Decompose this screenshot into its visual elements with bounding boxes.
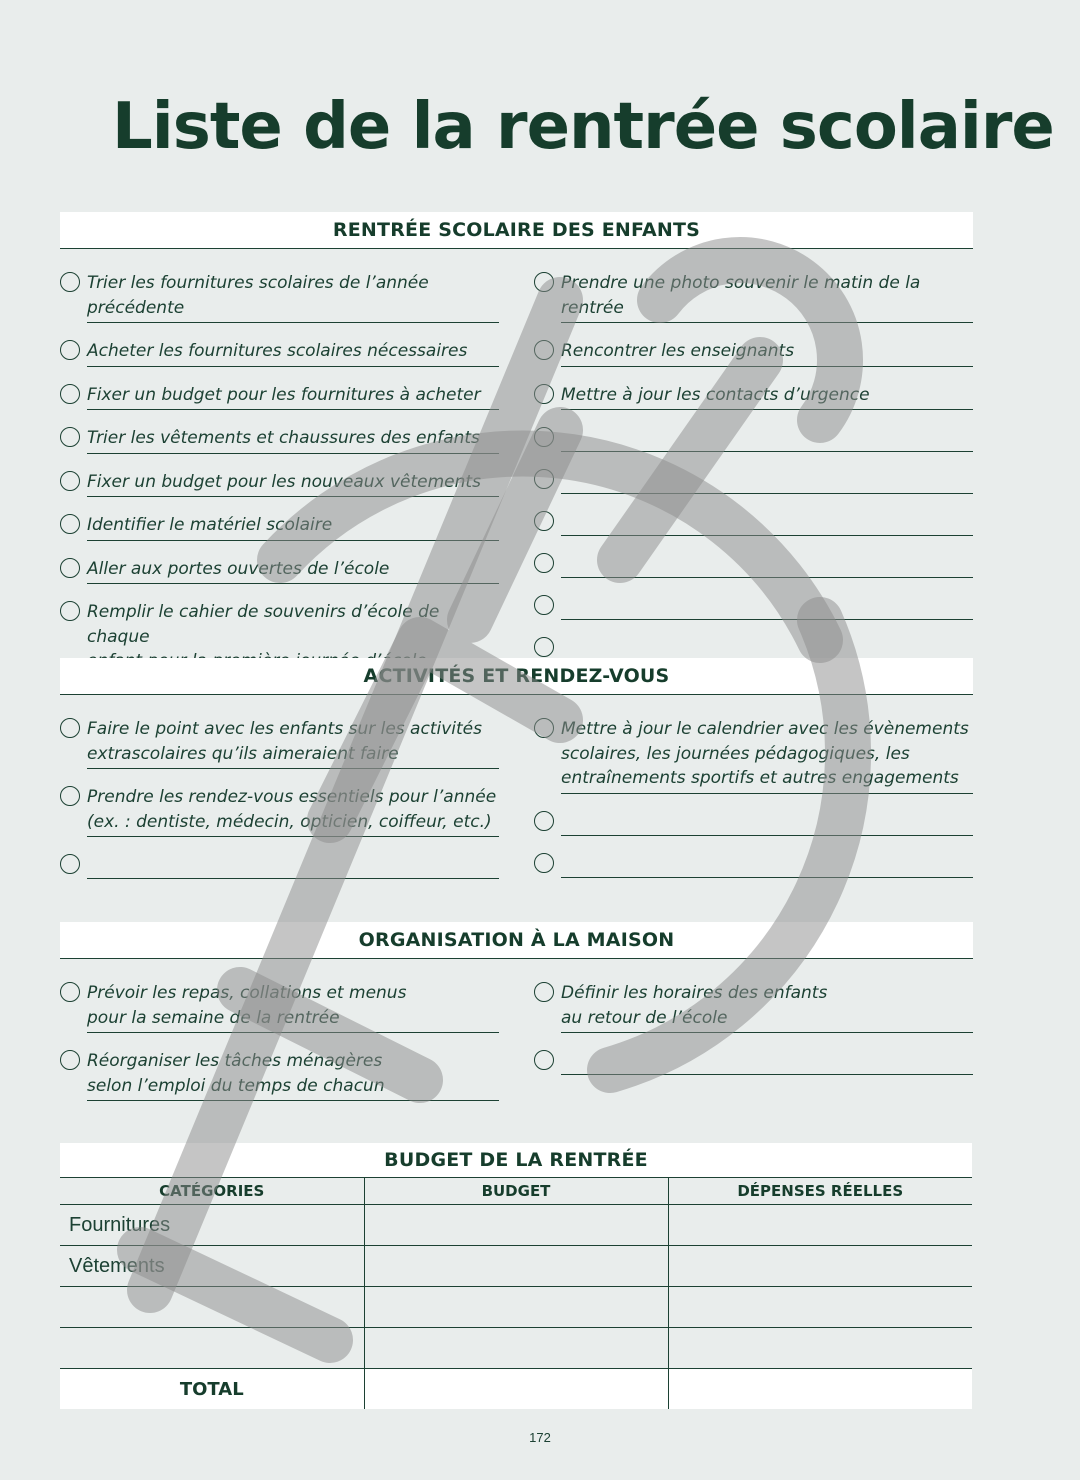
depenses-cell[interactable] (668, 1328, 972, 1369)
checklist-item[interactable] (60, 785, 499, 837)
checkbox-circle[interactable] (60, 982, 80, 1002)
checklist-label: Fixer un budget pour les fournitures à acheter (87, 383, 499, 411)
blank-checklist-item[interactable] (534, 810, 973, 836)
checklist-item[interactable] (60, 271, 499, 323)
checklist-item[interactable] (534, 981, 973, 1033)
budget-table (60, 1178, 972, 1409)
blank-line[interactable] (561, 552, 973, 578)
checklist-item[interactable] (534, 339, 973, 367)
checkbox-circle[interactable] (60, 384, 80, 404)
total-depenses-cell[interactable] (668, 1369, 972, 1410)
checklist-item[interactable] (60, 513, 499, 541)
column-header-categories: CATÉGORIES (60, 1178, 364, 1205)
blank-checklist-item[interactable] (534, 852, 973, 878)
budget-cell[interactable] (364, 1287, 668, 1328)
checklist-label: Prendre une photo souvenir le matin de la rentrée (561, 271, 973, 323)
checklist-label: Trier les vêtements et chaussures des enfants (87, 426, 499, 454)
checkbox-circle[interactable] (534, 595, 554, 615)
checkbox-circle[interactable] (534, 384, 554, 404)
total-budget-cell[interactable] (364, 1369, 668, 1410)
blank-checklist-item[interactable] (534, 426, 973, 452)
checkbox-circle[interactable] (534, 637, 554, 657)
checklist-item[interactable] (60, 470, 499, 498)
checkbox-circle[interactable] (60, 854, 80, 874)
total-row (60, 1369, 972, 1410)
right-checklist (534, 271, 973, 693)
table-row (60, 1328, 972, 1369)
checklist-label: Remplir le cahier de souvenirs d’école de chaque (87, 600, 499, 677)
checklist-item[interactable] (60, 426, 499, 454)
checklist-label: Aller aux portes ouvertes de l’école (87, 557, 499, 585)
checklist-label: Prendre les rendez-vous essentiels pour l’année (ex. : dentiste, médecin, opticien, coiffeur, etc.) (87, 785, 499, 837)
checkbox-circle[interactable] (60, 340, 80, 360)
checkbox-circle[interactable] (60, 514, 80, 534)
section-rentree-enfants (60, 212, 973, 693)
checkbox-circle[interactable] (60, 471, 80, 491)
budget-cell[interactable] (364, 1205, 668, 1246)
blank-line[interactable] (561, 426, 973, 452)
category-cell[interactable] (60, 1287, 364, 1328)
checkbox-circle[interactable] (534, 853, 554, 873)
blank-line[interactable] (561, 1049, 973, 1075)
checklist-item[interactable] (60, 383, 499, 411)
checkbox-circle[interactable] (534, 340, 554, 360)
left-checklist (60, 717, 499, 895)
checklist-item[interactable] (534, 717, 973, 794)
category-cell[interactable]: Vêtements (60, 1246, 364, 1287)
checklist-item[interactable] (60, 1049, 499, 1101)
checkbox-circle[interactable] (534, 718, 554, 738)
blank-line[interactable] (561, 468, 973, 494)
blank-checklist-item[interactable] (534, 594, 973, 620)
budget-header-row (60, 1178, 972, 1205)
checklist-label: Identifier le matériel scolaire (87, 513, 499, 541)
page-title: Liste de la rentrée scolaire (112, 90, 1054, 164)
blank-line[interactable] (561, 510, 973, 536)
right-checklist (534, 717, 973, 895)
column-header-budget: BUDGET (364, 1178, 668, 1205)
left-checklist (60, 271, 499, 693)
checklist-item[interactable] (60, 981, 499, 1033)
right-checklist (534, 981, 973, 1117)
checkbox-circle[interactable] (534, 811, 554, 831)
checklist-label: Acheter les fournitures scolaires nécessaires (87, 339, 499, 367)
blank-line[interactable] (87, 853, 499, 879)
checklist-label: Prévoir les repas, collations et menus pour la semaine de la rentrée (87, 981, 499, 1033)
page-number: 172 (529, 1430, 551, 1445)
checkbox-circle[interactable] (60, 718, 80, 738)
blank-line[interactable] (561, 594, 973, 620)
section-header: RENTRÉE SCOLAIRE DES ENFANTS (60, 212, 973, 249)
checklist-label: Réorganiser les tâches ménagères selon l’emploi du temps de chacun (87, 1049, 499, 1101)
budget-header: BUDGET DE LA RENTRÉE (60, 1143, 972, 1178)
section-activites (60, 658, 973, 895)
checkbox-circle[interactable] (534, 1050, 554, 1070)
checkbox-circle[interactable] (534, 469, 554, 489)
category-cell[interactable] (60, 1328, 364, 1369)
blank-checklist-item[interactable] (534, 552, 973, 578)
total-label: TOTAL (60, 1369, 364, 1410)
checklist-label: Fixer un budget pour les nouveaux vêtements (87, 470, 499, 498)
checkbox-circle[interactable] (534, 982, 554, 1002)
blank-checklist-item[interactable] (534, 510, 973, 536)
section-header: ORGANISATION À LA MAISON (60, 922, 973, 959)
checklist-item[interactable] (534, 271, 973, 323)
checklist-label: Mettre à jour les contacts d’urgence (561, 383, 973, 411)
column-header-depenses: DÉPENSES RÉELLES (668, 1178, 972, 1205)
blank-checklist-item[interactable] (534, 1049, 973, 1075)
category-cell[interactable]: Fournitures (60, 1205, 364, 1246)
table-row (60, 1205, 972, 1246)
checkbox-circle[interactable] (534, 427, 554, 447)
depenses-cell[interactable] (668, 1205, 972, 1246)
checkbox-circle[interactable] (60, 272, 80, 292)
checklist-label: Mettre à jour le calendrier avec les évènements scolaires, les journées pédagogiques, les entraînements sportifs et autres engagements (561, 717, 973, 794)
table-row (60, 1246, 972, 1287)
checkbox-circle[interactable] (60, 786, 80, 806)
checklist-label: Définir les horaires des enfants au retour de l’école (561, 981, 973, 1033)
section-organisation (60, 922, 973, 1117)
table-row (60, 1287, 972, 1328)
checklist-label: Rencontrer les enseignants (561, 339, 973, 367)
depenses-cell[interactable] (668, 1287, 972, 1328)
checklist-item[interactable] (534, 383, 973, 411)
section-header: ACTIVITÉS ET RENDEZ-VOUS (60, 658, 973, 695)
checkbox-circle[interactable] (60, 1050, 80, 1070)
blank-checklist-item[interactable] (60, 853, 499, 879)
budget-cell[interactable] (364, 1246, 668, 1287)
checkbox-circle[interactable] (60, 558, 80, 578)
checklist-label: Faire le point avec les enfants sur les activités extrascolaires qu’ils aimeraient faire (87, 717, 499, 769)
depenses-cell[interactable] (668, 1246, 972, 1287)
left-checklist (60, 981, 499, 1117)
checkbox-circle[interactable] (60, 427, 80, 447)
blank-line[interactable] (561, 810, 973, 836)
checkbox-circle[interactable] (60, 601, 80, 621)
checklist-item[interactable] (60, 717, 499, 769)
checklist-label: Trier les fournitures scolaires de l’année précédente (87, 271, 499, 323)
blank-line[interactable] (561, 852, 973, 878)
checkbox-circle[interactable] (534, 272, 554, 292)
checklist-item[interactable] (60, 557, 499, 585)
checkbox-circle[interactable] (534, 511, 554, 531)
checklist-item[interactable] (60, 339, 499, 367)
blank-checklist-item[interactable] (534, 468, 973, 494)
budget-section (60, 1143, 972, 1409)
budget-cell[interactable] (364, 1328, 668, 1369)
checkbox-circle[interactable] (534, 553, 554, 573)
